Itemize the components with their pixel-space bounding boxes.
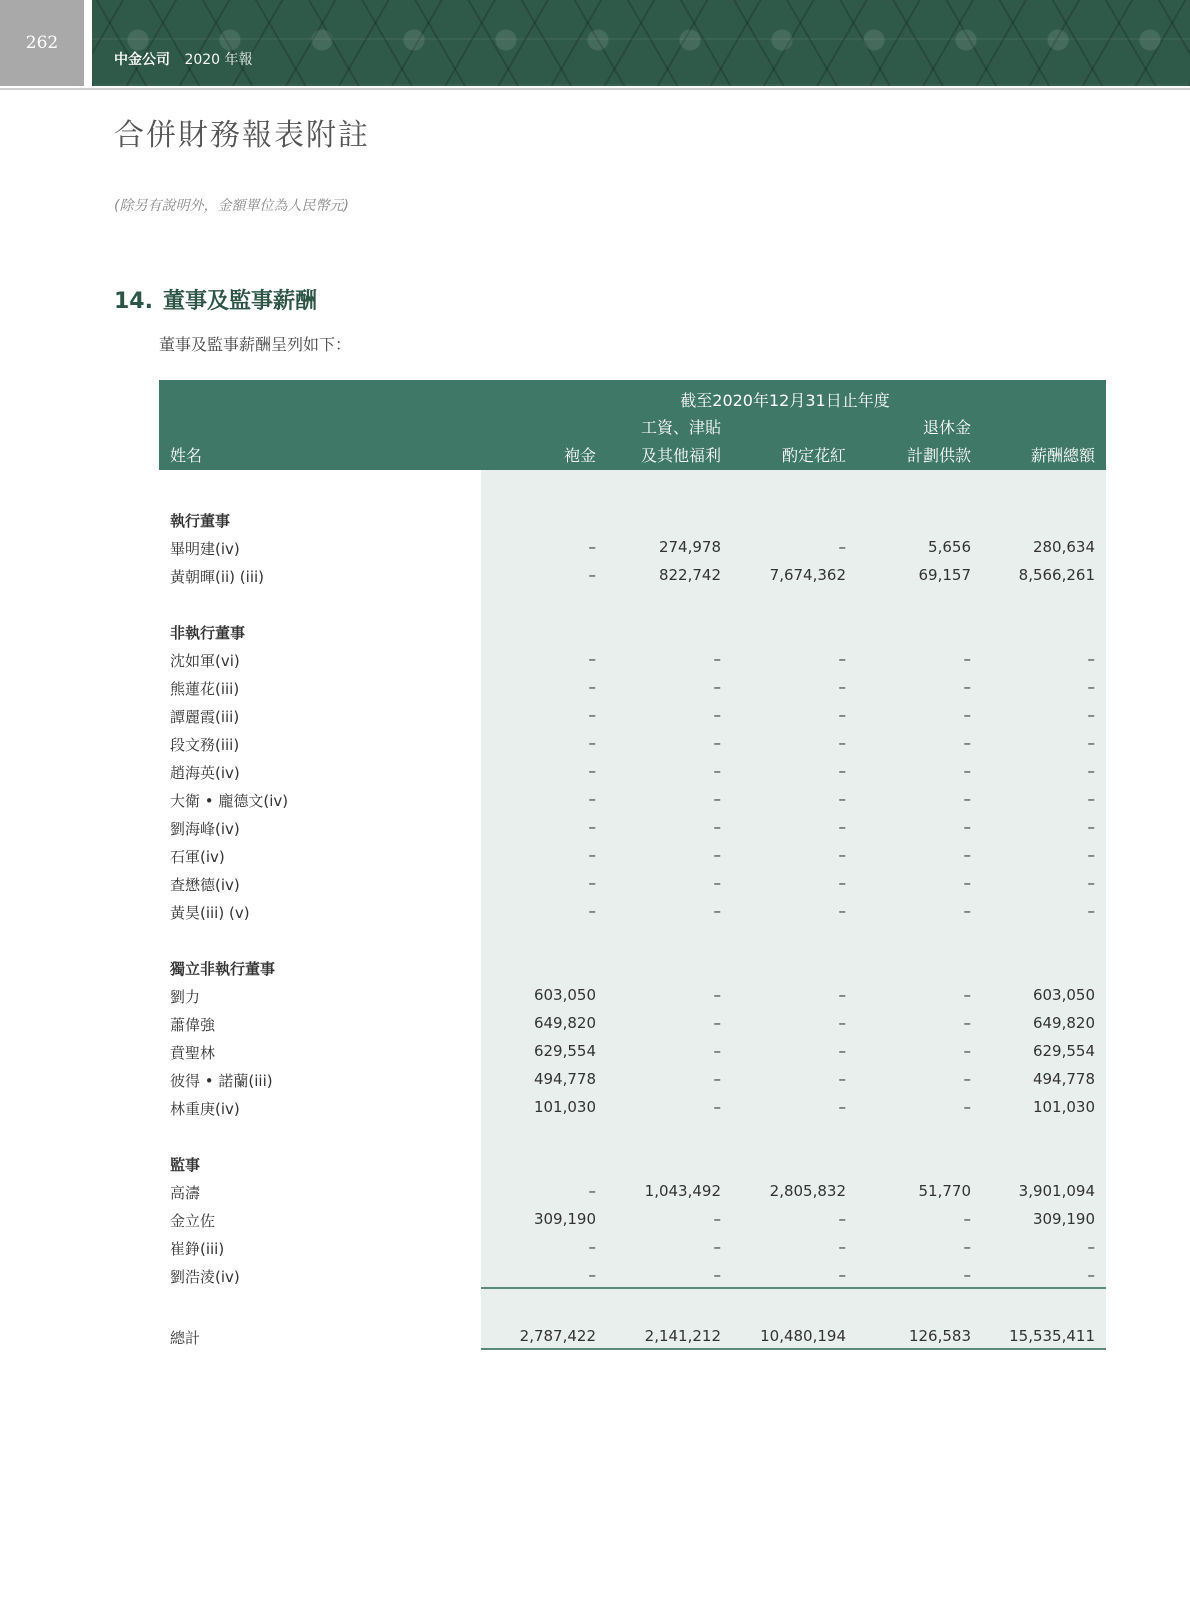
cell-bonus: – xyxy=(838,1014,846,1032)
person-name: 林重庚(iv) xyxy=(170,1100,240,1118)
cell-total: – xyxy=(1087,734,1095,752)
cell-salary: 1,043,492 xyxy=(644,1182,721,1200)
company-name: 中金公司 xyxy=(114,52,170,68)
cell-salary: 822,742 xyxy=(658,566,721,584)
cell-salary: – xyxy=(713,1070,721,1088)
total-pension: 126,583 xyxy=(908,1327,971,1345)
col-name-header: 姓名 xyxy=(170,446,203,465)
total-fees: 2,787,422 xyxy=(519,1327,596,1345)
total-top-rule xyxy=(481,1287,1106,1289)
cell-bonus: – xyxy=(838,790,846,808)
cell-fees: 101,030 xyxy=(533,1098,596,1116)
cell-salary: – xyxy=(713,678,721,696)
cell-pension: – xyxy=(963,1098,971,1116)
table-row xyxy=(159,702,1106,730)
cell-pension: 51,770 xyxy=(918,1182,971,1200)
cell-total: 280,634 xyxy=(1032,538,1095,556)
table-row xyxy=(159,646,1106,674)
section-intro: 董事及監事薪酬呈列如下： xyxy=(159,335,352,354)
cell-salary: – xyxy=(713,818,721,836)
table-row xyxy=(159,1234,1106,1262)
table-row xyxy=(159,758,1106,786)
cell-bonus: – xyxy=(838,1098,846,1116)
cell-pension: – xyxy=(963,790,971,808)
cell-pension: – xyxy=(963,902,971,920)
cell-salary: – xyxy=(713,790,721,808)
person-name: 查懋德(iv) xyxy=(170,876,240,894)
cell-total: – xyxy=(1087,678,1095,696)
cell-fees: 494,778 xyxy=(533,1070,596,1088)
cell-fees: – xyxy=(588,1266,596,1284)
cell-total: – xyxy=(1087,902,1095,920)
cell-bonus: – xyxy=(838,762,846,780)
cell-salary: – xyxy=(713,762,721,780)
cell-fees: – xyxy=(588,650,596,668)
cell-salary: – xyxy=(713,734,721,752)
header-rule xyxy=(0,88,1190,90)
cell-fees: – xyxy=(588,1182,596,1200)
col-fees-header: 袍金 xyxy=(563,446,596,465)
cell-salary: – xyxy=(713,1014,721,1032)
cell-total: – xyxy=(1087,762,1095,780)
cell-salary: – xyxy=(713,1042,721,1060)
person-name: 金立佐 xyxy=(170,1212,216,1230)
person-name: 石軍(iv) xyxy=(170,848,225,866)
cell-fees: – xyxy=(588,790,596,808)
cell-fees: – xyxy=(588,1238,596,1256)
table-row xyxy=(159,1178,1106,1206)
cell-total: 101,030 xyxy=(1032,1098,1095,1116)
cell-total: 8,566,261 xyxy=(1018,566,1095,584)
cell-total: 629,554 xyxy=(1032,1042,1095,1060)
cell-fees: – xyxy=(588,902,596,920)
cell-bonus: – xyxy=(838,706,846,724)
table-row xyxy=(159,1262,1106,1290)
group-label: 執行董事 xyxy=(170,512,231,530)
cell-total: 3,901,094 xyxy=(1018,1182,1095,1200)
person-name: 蕭偉強 xyxy=(170,1016,216,1034)
currency-note: (除另有說明外，金額單位為人民幣元) xyxy=(114,198,349,214)
cell-salary: – xyxy=(713,1098,721,1116)
cell-salary: – xyxy=(713,1210,721,1228)
cell-bonus: – xyxy=(838,874,846,892)
person-name: 黃朝暉(ii) (iii) xyxy=(170,568,265,586)
cell-bonus: – xyxy=(838,1266,846,1284)
period-label: 截至2020年12月31日止年度 xyxy=(680,391,890,410)
group-label: 監事 xyxy=(170,1156,201,1174)
table-header xyxy=(159,380,1106,470)
cell-pension: – xyxy=(963,1070,971,1088)
cell-salary: – xyxy=(713,650,721,668)
table-group-heading xyxy=(159,1150,1106,1178)
table-row xyxy=(159,1038,1106,1066)
col-total-header: 薪酬總額 xyxy=(1030,446,1095,465)
cell-fees: – xyxy=(588,566,596,584)
cell-total: 649,820 xyxy=(1032,1014,1095,1032)
cell-salary: – xyxy=(713,902,721,920)
cell-fees: – xyxy=(588,678,596,696)
cell-fees: 629,554 xyxy=(533,1042,596,1060)
table-row xyxy=(159,982,1106,1010)
person-name: 黃昊(iii) (v) xyxy=(170,904,250,922)
cell-total: 603,050 xyxy=(1032,986,1095,1004)
cell-total: 309,190 xyxy=(1032,1210,1095,1228)
person-name: 段文務(iii) xyxy=(170,736,240,754)
cell-bonus: – xyxy=(838,650,846,668)
total-bonus: 10,480,194 xyxy=(760,1327,846,1345)
table-group-heading xyxy=(159,506,1106,534)
cell-salary: – xyxy=(713,1266,721,1284)
cell-bonus: – xyxy=(838,1042,846,1060)
col-pension-header-line1: 退休金 xyxy=(922,418,971,437)
total-sum: 15,535,411 xyxy=(1009,1327,1095,1345)
cell-total: – xyxy=(1087,846,1095,864)
table-row xyxy=(159,842,1106,870)
table-row-total xyxy=(159,1323,1106,1351)
cell-total: – xyxy=(1087,874,1095,892)
cell-fees: – xyxy=(588,818,596,836)
cell-total: – xyxy=(1087,706,1095,724)
person-name: 趙海英(iv) xyxy=(170,764,240,782)
col-salary-header-line2: 及其他福利 xyxy=(640,446,721,465)
cell-bonus: – xyxy=(838,986,846,1004)
person-name: 劉浩淩(iv) xyxy=(170,1268,240,1286)
cell-pension: – xyxy=(963,1014,971,1032)
person-name: 崔錚(iii) xyxy=(170,1240,225,1258)
total-bottom-rule xyxy=(481,1348,1106,1350)
cell-pension: – xyxy=(963,1266,971,1284)
cell-salary: – xyxy=(713,846,721,864)
cell-bonus: – xyxy=(838,1210,846,1228)
cell-bonus: – xyxy=(838,734,846,752)
cell-total: – xyxy=(1087,650,1095,668)
table-row xyxy=(159,730,1106,758)
cell-fees: – xyxy=(588,734,596,752)
cell-pension: 69,157 xyxy=(918,566,971,584)
col-salary-header-line1: 工資、津貼 xyxy=(640,418,721,437)
cell-fees: 603,050 xyxy=(533,986,596,1004)
page-title: 合併財務報表附註 xyxy=(114,118,370,153)
table-row xyxy=(159,534,1106,562)
section-heading xyxy=(114,284,317,315)
table-row xyxy=(159,870,1106,898)
table-group-heading xyxy=(159,618,1106,646)
cell-salary: – xyxy=(713,1238,721,1256)
person-name: 大衛 • 龐德文(iv) xyxy=(170,792,289,810)
cell-fees: 309,190 xyxy=(533,1210,596,1228)
cell-total: – xyxy=(1087,818,1095,836)
cell-pension: – xyxy=(963,1042,971,1060)
table-row xyxy=(159,562,1106,590)
person-name: 賁聖林 xyxy=(170,1044,216,1062)
col-pension-header-line2: 計劃供款 xyxy=(906,446,971,465)
group-label: 非執行董事 xyxy=(170,624,246,642)
cell-fees: – xyxy=(588,538,596,556)
table-row xyxy=(159,1206,1106,1234)
header-banner xyxy=(92,0,1190,86)
cell-salary: – xyxy=(713,986,721,1004)
cell-total: – xyxy=(1087,1266,1095,1284)
table-row xyxy=(159,1066,1106,1094)
cell-fees: – xyxy=(588,846,596,864)
person-name: 彼得 • 諾蘭(iii) xyxy=(170,1072,273,1090)
person-name: 熊蓮花(iii) xyxy=(170,680,240,698)
table-row xyxy=(159,1094,1106,1122)
cell-bonus: – xyxy=(838,818,846,836)
cell-total: – xyxy=(1087,790,1095,808)
cell-pension: – xyxy=(963,846,971,864)
cell-pension: 5,656 xyxy=(928,538,971,556)
cell-pension: – xyxy=(963,986,971,1004)
total-salary: 2,141,212 xyxy=(644,1327,721,1345)
group-label: 獨立非執行董事 xyxy=(170,960,276,978)
cell-pension: – xyxy=(963,734,971,752)
cell-bonus: 7,674,362 xyxy=(769,566,846,584)
cell-bonus: – xyxy=(838,1238,846,1256)
cell-salary: 274,978 xyxy=(658,538,721,556)
person-name: 劉海峰(iv) xyxy=(170,820,240,838)
cell-bonus: – xyxy=(838,1070,846,1088)
table-row xyxy=(159,674,1106,702)
person-name: 劉力 xyxy=(170,988,201,1006)
col-bonus-header: 酌定花紅 xyxy=(781,446,846,465)
total-label: 總計 xyxy=(170,1329,201,1347)
cell-total: – xyxy=(1087,1238,1095,1256)
table-row xyxy=(159,814,1106,842)
cell-pension: – xyxy=(963,650,971,668)
cell-pension: – xyxy=(963,706,971,724)
cell-pension: – xyxy=(963,818,971,836)
page-number: 262 xyxy=(0,0,84,86)
cell-salary: – xyxy=(713,706,721,724)
cell-pension: – xyxy=(963,874,971,892)
section-number: 14. xyxy=(114,289,153,314)
cell-bonus: – xyxy=(838,902,846,920)
cell-bonus: – xyxy=(838,678,846,696)
cell-fees: – xyxy=(588,762,596,780)
header-text xyxy=(114,49,253,69)
table-group-heading xyxy=(159,954,1106,982)
table-row xyxy=(159,786,1106,814)
person-name: 畢明建(iv) xyxy=(170,540,240,558)
cell-pension: – xyxy=(963,1238,971,1256)
cell-pension: – xyxy=(963,678,971,696)
cell-bonus: – xyxy=(838,846,846,864)
cell-pension: – xyxy=(963,1210,971,1228)
cell-fees: – xyxy=(588,874,596,892)
table-row xyxy=(159,898,1106,926)
table-row xyxy=(159,1010,1106,1038)
person-name: 高濤 xyxy=(170,1184,201,1202)
cell-fees: 649,820 xyxy=(533,1014,596,1032)
cell-pension: – xyxy=(963,762,971,780)
section-title: 董事及監事薪酬 xyxy=(162,289,317,314)
person-name: 沈如軍(vi) xyxy=(170,652,240,670)
cell-total: 494,778 xyxy=(1032,1070,1095,1088)
cell-salary: – xyxy=(713,874,721,892)
report-name: 2020 年報 xyxy=(184,52,253,68)
cell-bonus: 2,805,832 xyxy=(769,1182,846,1200)
cell-bonus: – xyxy=(838,538,846,556)
person-name: 譚麗霞(iii) xyxy=(170,708,240,726)
cell-fees: – xyxy=(588,706,596,724)
